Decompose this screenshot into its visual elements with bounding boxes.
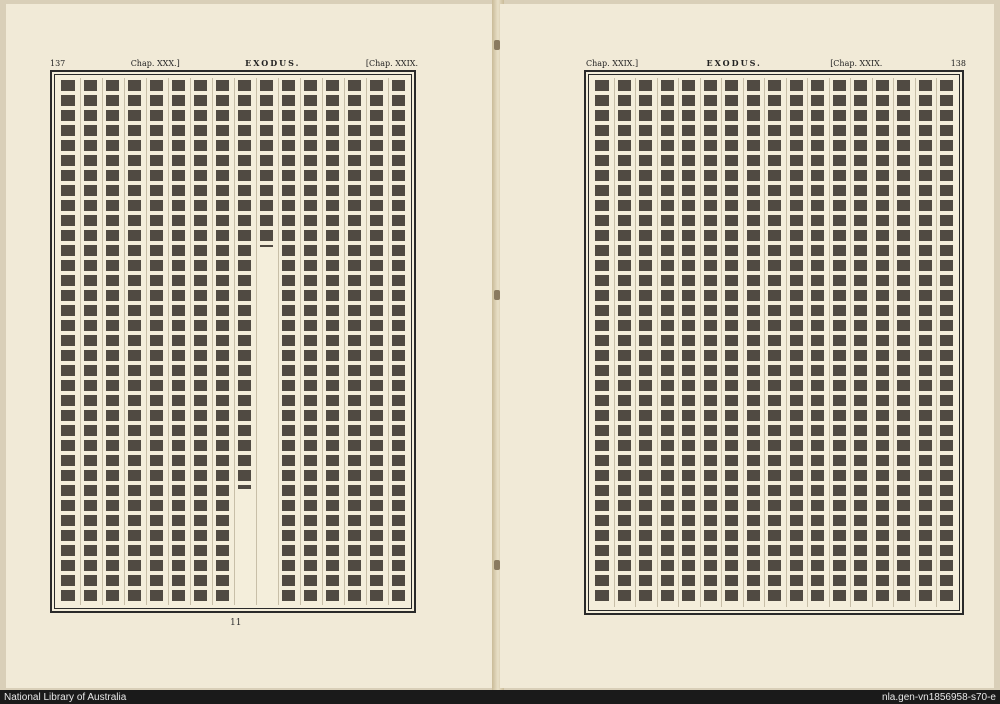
text-column bbox=[700, 78, 720, 607]
text-column bbox=[614, 78, 634, 607]
text-column bbox=[915, 78, 935, 607]
text-column bbox=[872, 78, 892, 607]
text-column bbox=[786, 78, 806, 607]
left-chapter-label-right: [Chap. XXIX. bbox=[365, 58, 418, 68]
text-column bbox=[256, 78, 276, 605]
text-column bbox=[657, 78, 677, 607]
left-page-number: 137 bbox=[50, 58, 66, 68]
left-text-block bbox=[50, 70, 416, 613]
text-column bbox=[124, 78, 144, 605]
text-column bbox=[936, 78, 956, 607]
text-column bbox=[829, 78, 849, 607]
text-column bbox=[168, 78, 188, 605]
text-column bbox=[678, 78, 698, 607]
right-page-number: 138 bbox=[950, 58, 966, 68]
left-page bbox=[6, 4, 494, 688]
right-chapter-label-right: [Chap. XXIX. bbox=[830, 58, 883, 68]
text-column bbox=[278, 78, 298, 605]
text-column bbox=[322, 78, 342, 605]
text-column bbox=[721, 78, 741, 607]
text-column bbox=[635, 78, 655, 607]
text-column bbox=[893, 78, 913, 607]
text-column bbox=[344, 78, 364, 605]
left-chapter-label: Chap. XXX.] bbox=[130, 58, 180, 68]
right-page bbox=[500, 4, 994, 688]
text-column bbox=[764, 78, 784, 607]
text-column bbox=[212, 78, 232, 605]
left-page-footer-mark: 11 bbox=[230, 618, 242, 628]
right-running-title: EXODUS. bbox=[706, 58, 762, 68]
left-page-header bbox=[50, 56, 418, 70]
right-text-block bbox=[584, 70, 964, 615]
left-running-title: EXODUS. bbox=[245, 58, 301, 68]
text-column bbox=[743, 78, 763, 607]
text-column bbox=[807, 78, 827, 607]
text-column bbox=[234, 78, 254, 605]
text-column bbox=[80, 78, 100, 605]
left-text-columns bbox=[58, 78, 408, 605]
text-column bbox=[592, 78, 612, 607]
right-page-header bbox=[586, 56, 966, 70]
library-credit: National Library of Australia bbox=[4, 691, 127, 703]
text-column bbox=[850, 78, 870, 607]
image-caption-bar bbox=[0, 690, 1000, 704]
right-chapter-label: Chap. XXIX.] bbox=[586, 58, 639, 68]
text-column bbox=[388, 78, 408, 605]
text-column bbox=[102, 78, 122, 605]
right-text-columns bbox=[592, 78, 956, 607]
text-column bbox=[58, 78, 78, 605]
text-column bbox=[366, 78, 386, 605]
text-column bbox=[146, 78, 166, 605]
text-column bbox=[300, 78, 320, 605]
image-identifier: nla.gen-vn1856958-s70-e bbox=[882, 691, 996, 703]
text-column bbox=[190, 78, 210, 605]
